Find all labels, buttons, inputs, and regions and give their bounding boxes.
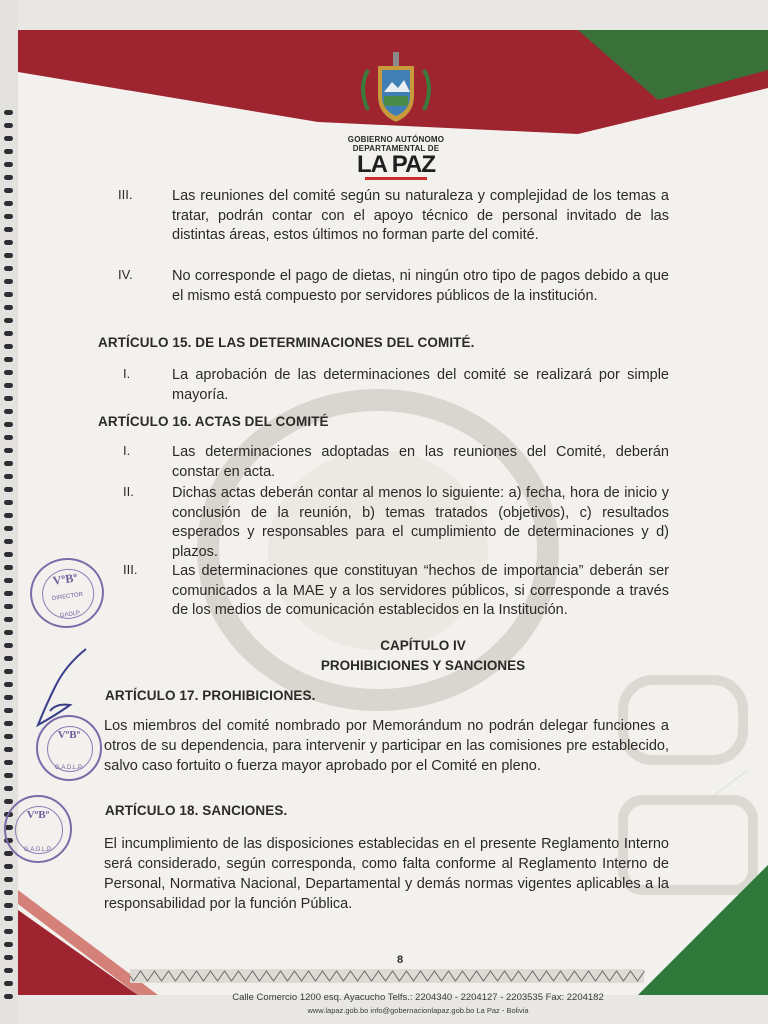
binding-ring [4, 201, 13, 206]
list-number: IV. [118, 267, 133, 282]
binding-ring [4, 630, 13, 635]
list-item-text: Las determinaciones que constituyan “hechos de importancia” deberán ser comunicados a la MAE y a los servidores públicos, si corresponde a través de los medios de comunicación establecidos en la Institución. [172, 563, 669, 618]
binding-ring [4, 799, 13, 804]
binding-ring [4, 149, 13, 154]
binding-ring [4, 981, 13, 986]
footer-address: Calle Comercio 1200 esq. Ayacucho Telfs.: 2204340 - 2204127 - 2203535 Fax: 2204182 [232, 992, 604, 1003]
binding-ring [4, 513, 13, 518]
stamp-org: G.A.D.L.P. [24, 847, 52, 853]
list-item-text: Las determinaciones adoptadas en las reuniones del Comité, deberán constar en acta. [172, 444, 669, 480]
list-number: II. [123, 484, 134, 499]
binding-ring [4, 123, 13, 128]
binding-ring [4, 240, 13, 245]
stamp-org: G.A.D.L.P. [55, 765, 83, 771]
binding-ring [4, 305, 13, 310]
footer-web: www.lapaz.gob.bo info@gobernacionlapaz.gob.bo La Paz - Bolivia [307, 1006, 529, 1015]
binding-ring [4, 383, 13, 388]
binding-ring [4, 760, 13, 765]
binding-ring [4, 214, 13, 219]
binding-ring [4, 552, 13, 557]
list-number: III. [118, 187, 133, 202]
binding-ring [4, 968, 13, 973]
binding-ring [4, 877, 13, 882]
logo-text-line2: DEPARTAMENTAL DE [352, 144, 440, 153]
binding-ring [4, 916, 13, 921]
binding-ring [4, 565, 13, 570]
stamp-vobo: VºBº [51, 570, 79, 588]
document-page [18, 30, 768, 1015]
page-number: 8 [397, 954, 404, 966]
binding-ring [4, 695, 13, 700]
binding-ring [4, 773, 13, 778]
binding-ring [4, 136, 13, 141]
footer-ornament [130, 969, 644, 983]
list-number: I. [123, 366, 131, 381]
binding-ring [4, 903, 13, 908]
binding-ring [4, 682, 13, 687]
binding-ring [4, 279, 13, 284]
chapter-title [318, 636, 528, 656]
logo-text-line1: GOBIERNO AUTÓNOMO [347, 135, 445, 144]
binding-ring [4, 162, 13, 167]
binding-ring [4, 578, 13, 583]
article-15-heading: ARTÍCULO 15. DE LAS DETERMINACIONES DEL COMITÉ. [98, 335, 475, 350]
binding-ring [4, 747, 13, 752]
list-item-text: Las reuniones del comité según su naturaleza y complejidad de los temas a tratar, podrán contar con el apoyo técnico de personal invitado de las distintas áreas, estos últimos no forman parte del comité. [172, 188, 669, 243]
binding-ring [4, 292, 13, 297]
binding-ring [4, 175, 13, 180]
binding-ring [4, 643, 13, 648]
binding-ring [4, 864, 13, 869]
binding-ring [4, 617, 13, 622]
approval-stamp [4, 795, 72, 863]
article-18-heading: ARTÍCULO 18. SANCIONES. [105, 803, 288, 818]
binding-ring [4, 955, 13, 960]
binding-ring [4, 734, 13, 739]
binding-ring [4, 942, 13, 947]
binding-ring [4, 266, 13, 271]
article-16-heading: ARTÍCULO 16. ACTAS DEL COMITÉ [98, 414, 329, 429]
chapter-subtitle: PROHIBICIONES Y SANCIONES [320, 658, 526, 673]
binding-ring [4, 435, 13, 440]
binding-ring [4, 110, 13, 115]
binding-ring [4, 370, 13, 375]
binding-ring [4, 461, 13, 466]
binding-ring [4, 474, 13, 479]
binding-ring [4, 227, 13, 232]
list-item-text: Dichas actas deberán contar al menos lo siguiente: a) fecha, hora de inicio y conclusión de la reunión, b) temas tratados (objetivos), c) resultados esperados y responsables para el cumplimiento de determinaciones y d) plazos. [172, 485, 669, 560]
binding-ring [4, 422, 13, 427]
binding-ring [4, 448, 13, 453]
binding-ring [4, 487, 13, 492]
approval-stamp [36, 715, 102, 781]
binding-ring [4, 591, 13, 596]
binding-ring [4, 500, 13, 505]
stamp-label: DIRECTOR [51, 591, 84, 603]
binding-ring [4, 890, 13, 895]
binding-ring [4, 188, 13, 193]
list-number: III. [123, 562, 138, 577]
binding-ring [4, 708, 13, 713]
list-number: I. [123, 443, 131, 458]
list-item-text: No corresponde el pago de dietas, ni ningún otro tipo de pagos debido a que el mismo está compuesto por servidores públicos de la institución. [172, 268, 669, 304]
binding-ring [4, 656, 13, 661]
binding-ring [4, 994, 13, 999]
stamp-org: GADLP [59, 610, 81, 620]
chapter-number: CAPÍTULO IV [380, 638, 466, 653]
binding-ring [4, 253, 13, 258]
stamp-vobo: VºBº [57, 729, 81, 741]
document-body [18, 30, 768, 995]
article-18-text: El incumplimiento de las disposiciones establecidas en el presente Reglamento Interno será considerado, según corresponda, como falta conforme al Reglamento Interno de Personal, Normativa Nacional, Departamental y demás normas vigentes aplicables a la responsabilidad por la función Pública. [104, 836, 669, 912]
spiral-binding [0, 0, 18, 1024]
logo-text-line3: LA PAZ [357, 151, 435, 178]
binding-ring [4, 669, 13, 674]
binding-ring [4, 357, 13, 362]
list-item-text: La aprobación de las determinaciones del comité se realizará por simple mayoría. [172, 367, 669, 403]
article-17-text: Los miembros del comité nombrado por Memorándum no podrán delegar funciones a otros de su dependencia, para intervenir y participar en las comisiones pre establecido, salvo caso fortuito o fuerza mayor aprobado por el Comité en pleno. [104, 718, 669, 774]
binding-ring [4, 929, 13, 934]
binding-ring [4, 786, 13, 791]
binding-ring [4, 318, 13, 323]
binding-ring [4, 344, 13, 349]
binding-ring [4, 526, 13, 531]
article-17-heading: ARTÍCULO 17. PROHIBICIONES. [105, 688, 316, 703]
binding-ring [4, 539, 13, 544]
binding-ring [4, 604, 13, 609]
binding-ring [4, 331, 13, 336]
binding-ring [4, 409, 13, 414]
binding-ring [4, 396, 13, 401]
stamp-vobo: VºBº [26, 809, 50, 821]
binding-ring [4, 721, 13, 726]
